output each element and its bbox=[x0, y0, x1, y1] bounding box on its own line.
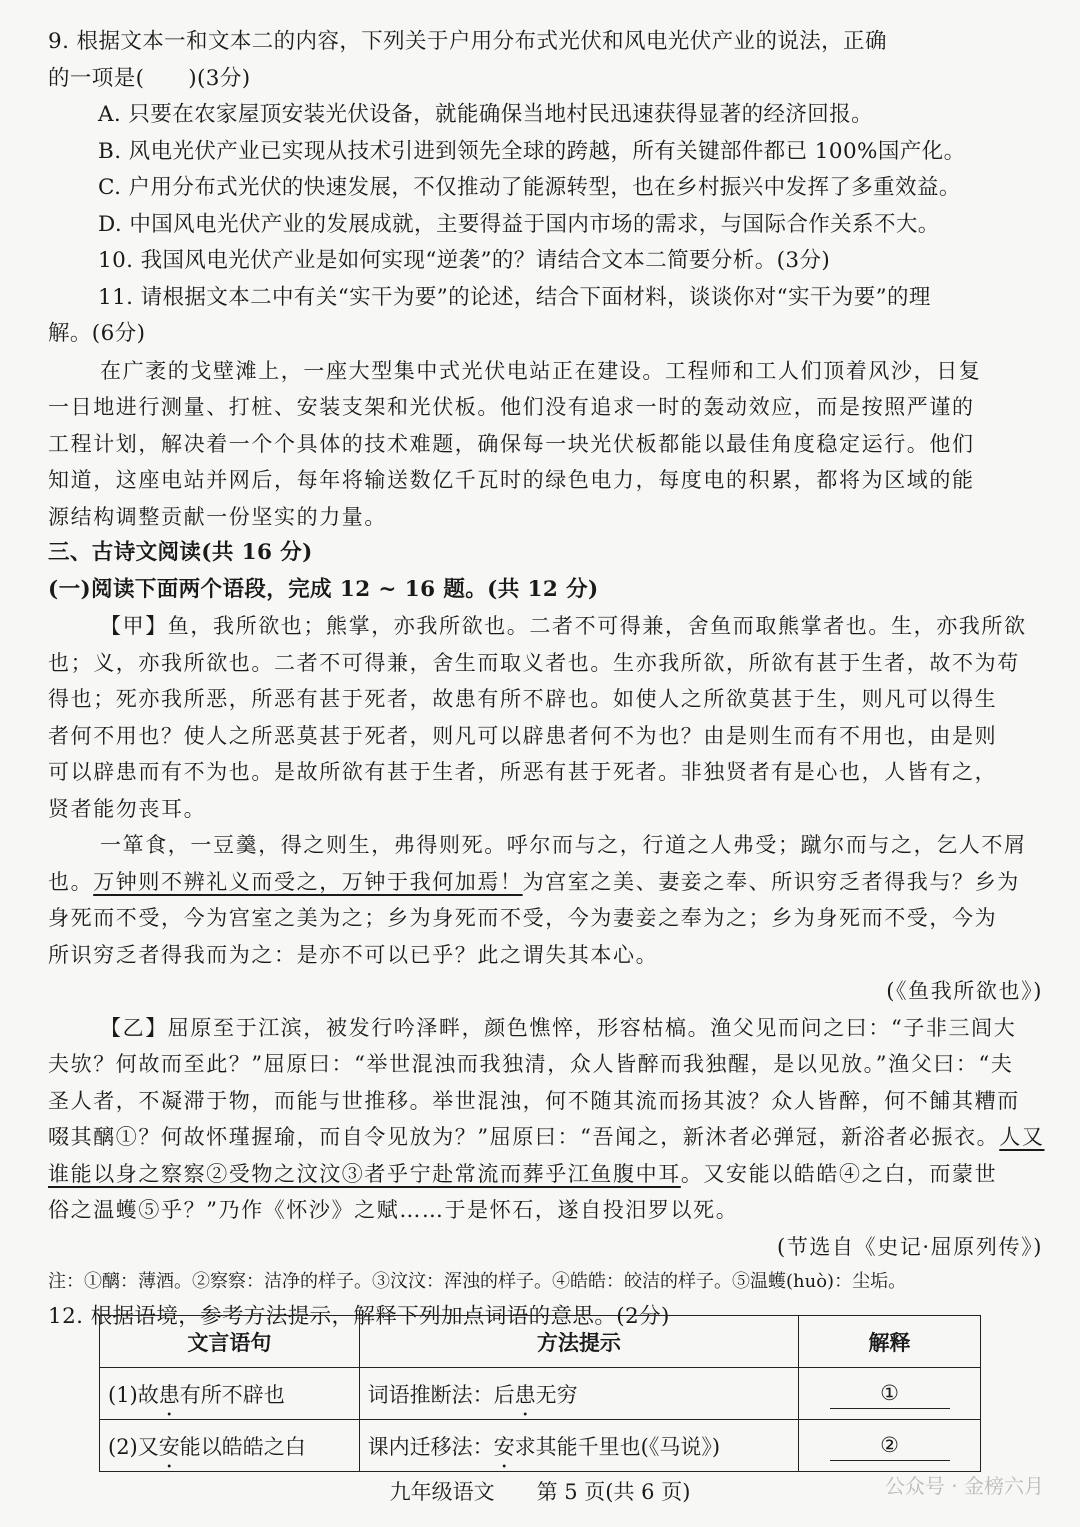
passage-jia: 得也；死亦我所恶，所恶有甚于死者，故患有所不辟也。如使人之所欲莫甚于生，则凡可以得生 bbox=[48, 687, 998, 711]
cell-text: (2)又 bbox=[108, 1434, 159, 1459]
passage-jia: 一箪食，一豆羹，得之则生，弗得则死。呼尔而与之，行道之人弗受；蹴尔而与之，乞人不屑 bbox=[100, 833, 1027, 857]
passage-jia bbox=[48, 864, 1043, 901]
source-citation: (《鱼我所欲也》) bbox=[886, 979, 1043, 1003]
passage-text: 也。 bbox=[48, 869, 94, 894]
passage-text: 。又安能以皓皓④之白，而蒙世 bbox=[680, 1161, 998, 1186]
q11-material: 源结构调整贡献一份坚实的力量。 bbox=[48, 504, 387, 529]
q9-stem-cont: 的一项是( )(3分) bbox=[48, 65, 251, 91]
cell-text: 无穷 bbox=[535, 1382, 578, 1407]
cell-text: 课内迁移法： bbox=[367, 1434, 494, 1459]
cell-text: 有所不辟也 bbox=[179, 1382, 285, 1407]
table-row bbox=[100, 1368, 981, 1420]
q9-option-a: A. 只要在农家屋顶安装光伏设备，就能确保当地村民迅速获得显著的经济回报。 bbox=[98, 102, 873, 127]
column-header: 文言语句 bbox=[100, 1316, 360, 1368]
sentence-cell bbox=[100, 1368, 360, 1420]
cell-text: 词语推断法：后 bbox=[367, 1382, 515, 1407]
passage-jia: 也；义，亦我所欲也。二者不可得兼，舍生而取义者也。生亦我所欲，所欲有甚于生者，故不为苟 bbox=[48, 650, 1020, 675]
q11-stem: 11. 请根据文本二中有关“实干为要”的论述，结合下面材料，谈谈你对“实干为要”的理 bbox=[98, 284, 931, 310]
q11-material: 知道，这座电站并网后，每年将输送数亿千瓦时的绿色电力，每度电的积累，都将为区域的能 bbox=[48, 468, 975, 492]
passage-yi: 夫欤？何故而至此？”屈原曰：“举世混浊而我独清，众人皆醉而我独醒，是以见放。”渔父曰：“夫 bbox=[48, 1052, 1014, 1076]
table-row bbox=[100, 1420, 981, 1472]
q10-stem: 10. 我国风电光伏产业是如何实现“逆袭”的？请结合文本二简要分析。(3分) bbox=[98, 248, 831, 273]
passage-jia: 贤者能勿丧耳。 bbox=[48, 796, 207, 821]
cell-text: 能以皓皓之白 bbox=[179, 1434, 306, 1459]
section-heading: 三、古诗文阅读(共 16 分) bbox=[48, 540, 313, 565]
q11-material: 一日地进行测量、打桩、安装支架和光伏板。他们没有追求一时的轰动效应，而是按照严谨的 bbox=[48, 395, 975, 419]
underlined-sentence: 万钟则不辨礼义而受之，万钟于我何加焉！ bbox=[93, 869, 523, 894]
answer-blank[interactable]: ① bbox=[830, 1378, 950, 1409]
hint-cell bbox=[359, 1420, 798, 1472]
page-footer: 九年级语文 第 5 页(共 6 页) bbox=[389, 1480, 691, 1504]
sentence-cell bbox=[100, 1420, 360, 1472]
dotted-word: 患 bbox=[514, 1382, 536, 1407]
passage-yi: 俗之温蠖⑤乎？”乃作《怀沙》之赋……于是怀石，遂自投汨罗以死。 bbox=[48, 1198, 739, 1222]
q11-material: 工程计划，解决着一个个具体的技术难题，确保每一块光伏板都能以最佳角度稳定运行。他们 bbox=[48, 431, 975, 456]
dotted-word: 患 bbox=[158, 1382, 180, 1407]
q11-stem-cont: 解。(6分) bbox=[48, 321, 146, 346]
passage-text: 为宫室之美、妻妾之奉、所识穷乏者得我与？乡为 bbox=[522, 869, 1020, 894]
q11-material: 在广袤的戈壁滩上，一座大型集中式光伏电站正在建设。工程师和工人们顶着风沙，日复 bbox=[100, 358, 982, 383]
subsection-heading: (一)阅读下面两个语段，完成 12 ~ 16 题。(共 12 分) bbox=[48, 576, 599, 602]
answer-cell[interactable] bbox=[799, 1420, 981, 1472]
q12-stem: 12. 根据语境，参考方法提示，解释下列加点词语的意思。(2分) bbox=[48, 1304, 670, 1329]
table-header-row bbox=[100, 1316, 981, 1368]
dotted-word: 安 bbox=[158, 1434, 180, 1459]
underlined-sentence: 谁能以身之察察②受物之汶汶③者乎宁赴常流而葬乎江鱼腹中耳 bbox=[48, 1161, 681, 1186]
q9-option-d: D. 中国风电光伏产业的发展成就，主要得益于国内市场的需求，与国际合作关系不大。 bbox=[98, 211, 940, 237]
passage-text: 啜其醨①？何故怀瑾握瑜，而自令见放为？”屈原曰：“吾闻之，新沐者必弹冠，新浴者必振衣。 bbox=[48, 1125, 1000, 1149]
annotation-notes: 注：①醨：薄酒。②察察：洁净的样子。③汶汶：浑浊的样子。④皓皓：皎洁的样子。⑤温蠖(huò)：尘垢。 bbox=[48, 1271, 907, 1292]
column-header: 解释 bbox=[799, 1316, 981, 1368]
q12-table bbox=[99, 1315, 981, 1472]
passage-jia: 者何不用也？使人之所恶莫甚于死者，则凡可以辟患者何不为也？由是则生而有不用也，由是则 bbox=[48, 723, 998, 748]
exam-page bbox=[48, 24, 1043, 1336]
q9-stem: 9. 根据文本一和文本二的内容，下列关于户用分布式光伏和风电光伏产业的说法，正确 bbox=[48, 29, 887, 54]
cell-text: 求其能千里也(《马说》) bbox=[514, 1434, 721, 1459]
watermark: 公众号 · 金榜六月 bbox=[884, 1474, 1044, 1498]
passage-yi bbox=[48, 1156, 1043, 1193]
source-citation: (节选自《史记·屈原列传》) bbox=[777, 1234, 1043, 1259]
dotted-word: 安 bbox=[493, 1434, 515, 1459]
passage-jia: 【甲】鱼，我所欲也；熊掌，亦我所欲也。二者不可得兼，舍鱼而取熊掌者也。生，亦我所欲 bbox=[100, 614, 1027, 638]
answer-cell[interactable] bbox=[799, 1368, 981, 1420]
cell-text: (1)故 bbox=[108, 1382, 159, 1407]
passage-yi: 圣人者，不凝滞于物，而能与世推移。举世混浊，何不随其流而扬其波？众人皆醉，何不餔其糟而 bbox=[48, 1088, 1020, 1113]
column-header: 方法提示 bbox=[359, 1316, 798, 1368]
passage-jia: 身死而不受，今为宫室之美为之；乡为身死而不受，今为妻妾之奉为之；乡为身死而不受，今为 bbox=[48, 906, 998, 930]
passage-jia: 可以辟患而有不为也。是故所欲有甚于生者，所恶有甚于死者。非独贤者有是心也，人皆有之， bbox=[48, 760, 998, 784]
passage-yi bbox=[48, 1119, 1043, 1156]
underlined-sentence: 人又 bbox=[999, 1125, 1045, 1149]
q9-option-c: C. 户用分布式光伏的快速发展，不仅推动了能源转型，也在乡村振兴中发挥了多重效益。 bbox=[98, 175, 961, 200]
answer-blank[interactable]: ② bbox=[830, 1430, 950, 1461]
q9-option-b: B. 风电光伏产业已实现从技术引进到领先全球的跨越，所有关键部件都已 100%国产化。 bbox=[98, 138, 966, 164]
hint-cell bbox=[359, 1368, 798, 1420]
passage-jia: 所识穷乏者得我而为之：是亦不可以已乎？此之谓失其本心。 bbox=[48, 942, 659, 967]
passage-yi: 【乙】屈原至于江滨，被发行吟泽畔，颜色憔悴，形容枯槁。渔父见而问之曰：“子非三闾大 bbox=[100, 1015, 1017, 1040]
